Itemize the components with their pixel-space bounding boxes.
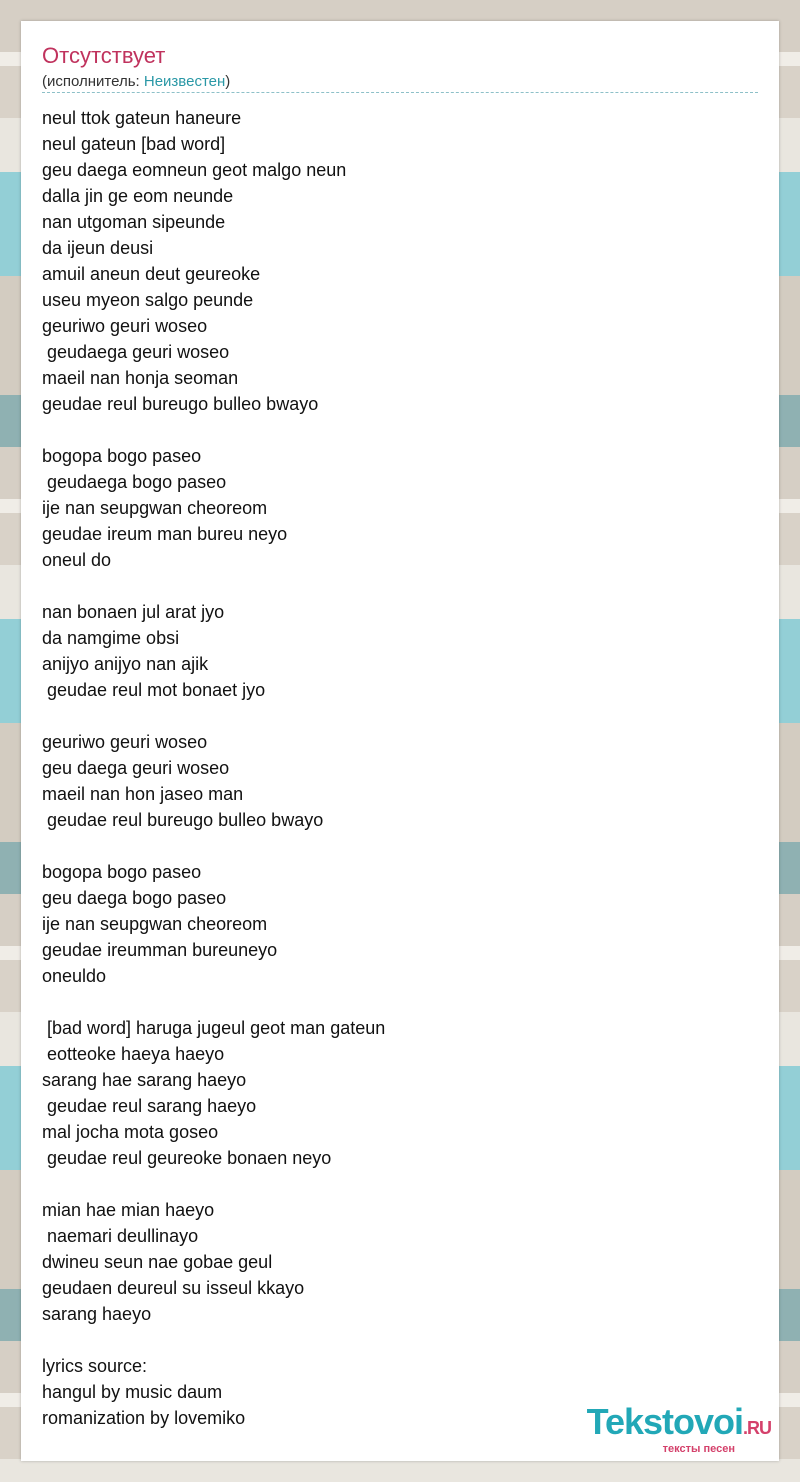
lyrics-blank-line bbox=[42, 417, 762, 443]
lyrics-line: dwineu seun nae gobae geul bbox=[42, 1252, 273, 1272]
lyrics-blank-line bbox=[42, 833, 762, 859]
lyrics-line: geudaen deureul su isseul kkayo bbox=[42, 1278, 305, 1298]
performer-link[interactable]: Неизвестен bbox=[143, 73, 226, 90]
lyrics-line: lyrics source: bbox=[42, 1356, 148, 1376]
lyrics-line: anijyo anijyo nan ajik bbox=[42, 654, 209, 674]
lyrics-line: bogopa bogo paseo bbox=[42, 862, 202, 882]
lyrics-line: oneuldo bbox=[42, 966, 107, 986]
lyrics-line: maeil nan hon jaseo man bbox=[42, 784, 244, 804]
lyrics-line: naemari deullinayo bbox=[42, 1226, 199, 1246]
lyrics-blank-line bbox=[42, 1171, 762, 1197]
lyrics-line: geudae ireum man bureu neyo bbox=[42, 524, 288, 544]
lyrics-line: da namgime obsi bbox=[42, 628, 180, 648]
lyrics-line: geudae ireumman bureuneyo bbox=[42, 940, 278, 960]
lyrics-line: neul ttok gateun haneure bbox=[42, 108, 242, 128]
lyrics-blank-line bbox=[42, 703, 762, 729]
lyrics-line: geudae reul bureugo bulleo bwayo bbox=[42, 810, 324, 830]
lyrics-line: eotteoke haeya haeyo bbox=[42, 1044, 225, 1064]
lyrics-line: geudae reul sarang haeyo bbox=[42, 1096, 257, 1116]
lyrics-line: [bad word] haruga jugeul geot man gateun bbox=[42, 1018, 386, 1038]
lyrics-line: geu daega geuri woseo bbox=[42, 758, 230, 778]
lyrics-line: geudae reul mot bonaet jyo bbox=[42, 680, 266, 700]
lyrics-card bbox=[21, 21, 779, 1461]
logo-brand: Tekstovoi.RU bbox=[586, 1401, 771, 1442]
lyrics-line: mal jocha mota goseo bbox=[42, 1122, 219, 1142]
performer-label-prefix: (исполнитель: bbox=[42, 73, 144, 90]
lyrics-line: geudae reul bureugo bulleo bwayo bbox=[42, 394, 319, 414]
lyrics-line: geudae reul geureoke bonaen neyo bbox=[42, 1148, 332, 1168]
lyrics-blank-line bbox=[42, 573, 762, 599]
song-title: Отсутствует bbox=[42, 43, 166, 68]
lyrics-line: mian hae mian haeyo bbox=[42, 1200, 215, 1220]
lyrics-line: geudaega geuri woseo bbox=[42, 342, 230, 362]
lyrics-line: ije nan seupgwan cheoreom bbox=[42, 498, 268, 518]
lyrics-line: da ijeun deusi bbox=[42, 238, 154, 258]
performer-line bbox=[42, 73, 230, 90]
logo-tagline: тексты песен bbox=[662, 1443, 735, 1455]
lyrics-line: romanization by lovemiko bbox=[42, 1408, 246, 1428]
lyrics-line: sarang hae sarang haeyo bbox=[42, 1070, 247, 1090]
lyrics-line: geu daega eomneun geot malgo neun bbox=[42, 160, 347, 180]
site-logo[interactable] bbox=[586, 1401, 771, 1455]
logo-tld: .RU bbox=[743, 1418, 771, 1438]
lyrics-line: neul gateun [bad word] bbox=[42, 134, 226, 154]
lyrics-text bbox=[42, 105, 762, 1431]
lyrics-line: nan bonaen jul arat jyo bbox=[42, 602, 225, 622]
lyrics-blank-line bbox=[42, 989, 762, 1015]
lyrics-line: maeil nan honja seoman bbox=[42, 368, 239, 388]
lyrics-line: nan utgoman sipeunde bbox=[42, 212, 226, 232]
title-divider bbox=[42, 92, 758, 93]
lyrics-line: ije nan seupgwan cheoreom bbox=[42, 914, 268, 934]
lyrics-line: geuriwo geuri woseo bbox=[42, 316, 208, 336]
lyrics-line: geu daega bogo paseo bbox=[42, 888, 227, 908]
lyrics-line: oneul do bbox=[42, 550, 112, 570]
lyrics-line: geudaega bogo paseo bbox=[42, 472, 227, 492]
lyrics-line: bogopa bogo paseo bbox=[42, 446, 202, 466]
performer-label-suffix: ) bbox=[225, 73, 231, 90]
lyrics-blank-line bbox=[42, 1327, 762, 1353]
lyrics-line: dalla jin ge eom neunde bbox=[42, 186, 234, 206]
lyrics-line: useu myeon salgo peunde bbox=[42, 290, 254, 310]
lyrics-line: geuriwo geuri woseo bbox=[42, 732, 208, 752]
lyrics-line: amuil aneun deut geureoke bbox=[42, 264, 261, 284]
lyrics-line: sarang haeyo bbox=[42, 1304, 152, 1324]
lyrics-line: hangul by music daum bbox=[42, 1382, 223, 1402]
